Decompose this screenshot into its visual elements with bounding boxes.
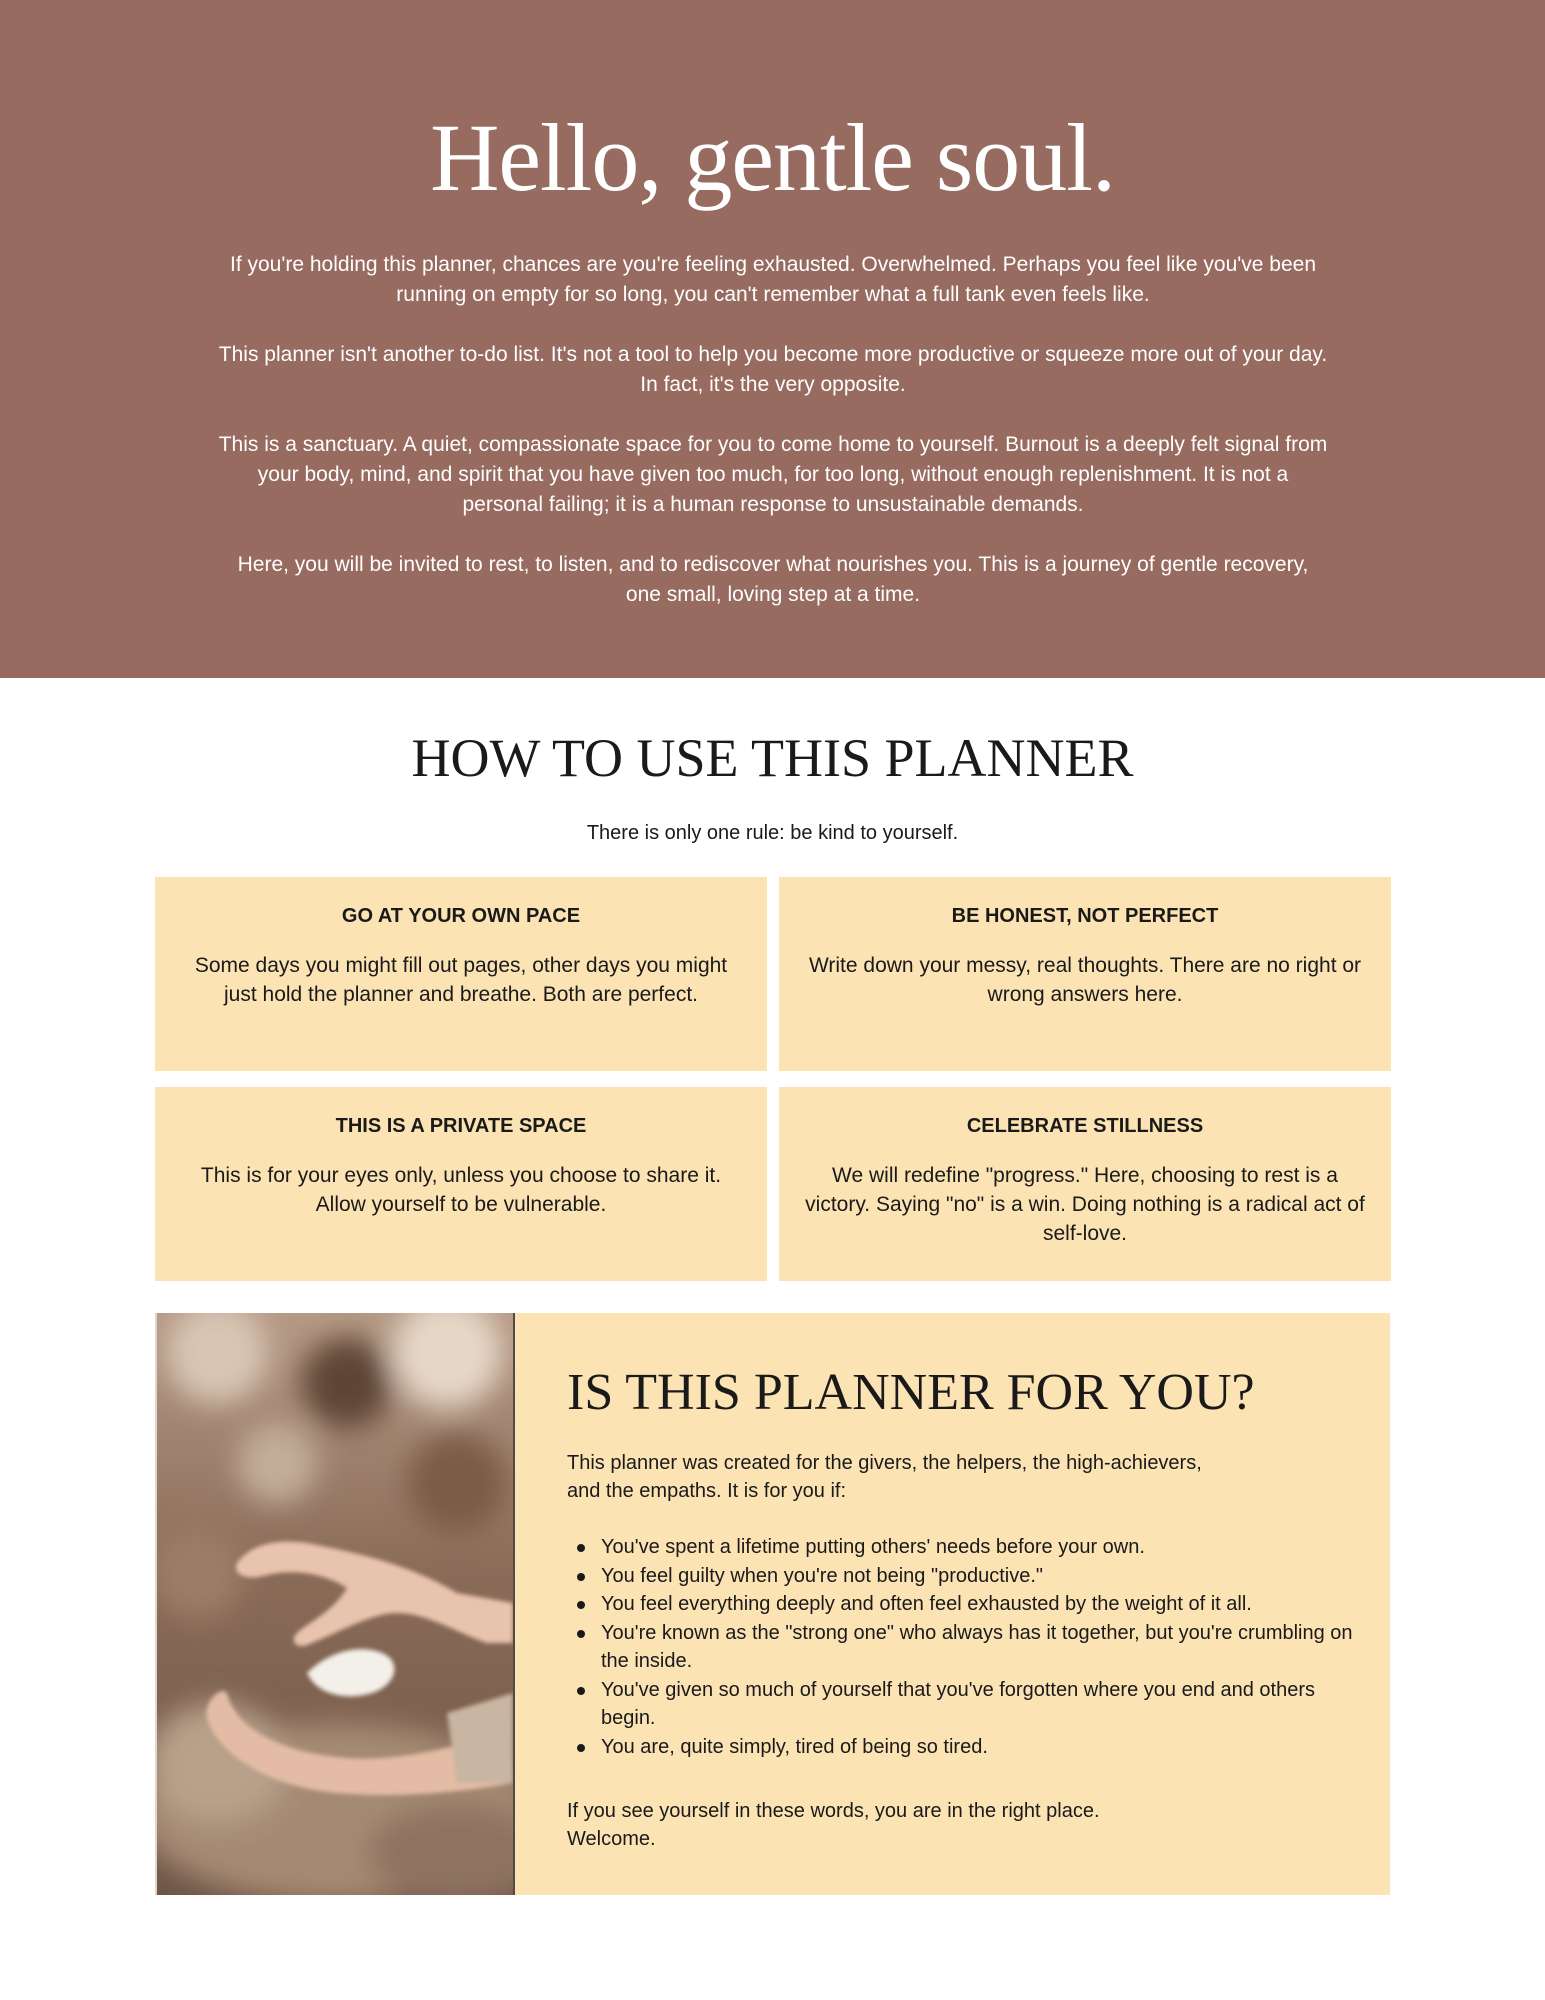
tip-card-title: THIS IS A PRIVATE SPACE xyxy=(335,1115,587,1137)
tip-card-text: We will redefine "progress." Here, choosing to rest is a victory. Saying "no" is a win. Doing nothing is a radical act of self-love. xyxy=(805,1164,1365,1245)
for-you-intro: This planner was created for the givers, the helpers, the high-achievers, and the empaths. It is for you if: xyxy=(567,1452,1202,1502)
tip-card-text: Write down your messy, real thoughts. There are no right or wrong answers here. xyxy=(808,954,1362,1006)
hero-paragraph: This planner isn't another to-do list. It's not a tool to help you become more productive or squeeze more out of your day. In fact, it's the very opposite. xyxy=(218,343,1328,396)
how-to-use-subtitle: There is only one rule: be kind to yourself. xyxy=(586,822,959,844)
tip-card-stillness xyxy=(779,1087,1391,1281)
for-you-welcome: Welcome. xyxy=(567,1828,656,1850)
how-to-use-heading: HOW TO USE THIS PLANNER xyxy=(411,728,1134,788)
tip-card-pace xyxy=(155,877,767,1071)
tip-card-honest xyxy=(779,877,1391,1071)
hero-paragraph: Here, you will be invited to rest, to listen, and to rediscover what nourishes you. This is a journey of gentle recovery, one small, loving step at a time. xyxy=(237,553,1309,606)
list-item: You feel guilty when you're not being "productive." xyxy=(567,1562,1356,1591)
for-you-panel xyxy=(515,1313,1390,1895)
hero-body xyxy=(218,250,1328,640)
tip-card-private xyxy=(155,1087,767,1281)
list-item: You've spent a lifetime putting others' needs before your own. xyxy=(567,1533,1356,1562)
tip-card-title: CELEBRATE STILLNESS xyxy=(966,1115,1204,1137)
hero-paragraph: This is a sanctuary. A quiet, compassionate space for you to come home to yourself. Burnout is a deeply felt signal from your body, mind, and spirit that you have given too much, for too long, without enough replenishment. It is not a personal failing; it is a human response to unsustainable demands. xyxy=(218,433,1328,516)
tip-card-title: GO AT YOUR OWN PACE xyxy=(341,905,581,927)
hero-title: Hello, gentle soul. xyxy=(430,104,1115,211)
for-you-closing: If you see yourself in these words, you are in the right place. xyxy=(567,1800,1100,1822)
for-you-heading: IS THIS PLANNER FOR YOU? xyxy=(567,1364,1255,1421)
list-item: You're known as the "strong one" who always has it together, but you're crumbling on the inside. xyxy=(567,1619,1356,1676)
tip-card-text: This is for your eyes only, unless you choose to share it. Allow yourself to be vulnerable. xyxy=(200,1164,722,1216)
intro-banner xyxy=(0,0,1545,678)
for-you-list xyxy=(567,1533,1356,1761)
list-item: You've given so much of yourself that you've forgotten where you end and others begin. xyxy=(567,1676,1356,1733)
list-item: You feel everything deeply and often feel exhausted by the weight of it all. xyxy=(567,1590,1356,1619)
hero-paragraph: If you're holding this planner, chances are you're feeling exhausted. Overwhelmed. Perhaps you feel like you've been running on empty for so long, you can't remember what a full tank even feels like. xyxy=(229,253,1317,306)
tip-card-title: BE HONEST, NOT PERFECT xyxy=(951,905,1219,927)
list-item: You are, quite simply, tired of being so tired. xyxy=(567,1733,1356,1762)
tip-card-text: Some days you might fill out pages, other days you might just hold the planner and breathe. Both are perfect. xyxy=(194,954,728,1006)
hands-cream-photo xyxy=(155,1313,515,1895)
